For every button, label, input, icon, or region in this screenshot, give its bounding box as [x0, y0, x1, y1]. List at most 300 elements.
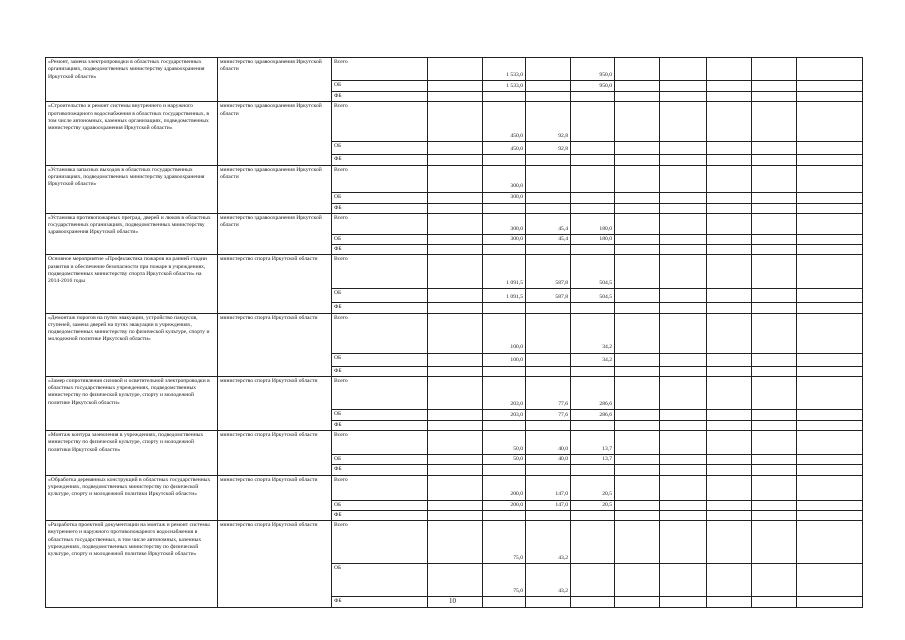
amount-cell: 200,0	[483, 500, 526, 510]
amount-cell	[526, 303, 571, 313]
amount-cell	[707, 213, 752, 234]
table-row	[46, 255, 863, 289]
amount-cell: 504,5	[571, 289, 615, 303]
amount-cell	[615, 255, 660, 289]
amount-cell	[752, 564, 797, 597]
executor-cell: министерство спорта Иркутской области	[218, 313, 332, 376]
amount-cell: 34,2	[571, 353, 615, 366]
measure-name-cell: «Демонтаж порогов на путях эвакуации, устройство пандусов, ступеней, замена дверей на путях эвакуации в учреждениях, подведомственных министерству по физической культуре, спорту и молодежной политике Иркутской области»	[46, 313, 218, 376]
amount-cell	[428, 465, 483, 475]
funding-source-cell: ОБ	[332, 500, 428, 510]
amount-cell	[526, 420, 571, 430]
amount-cell	[428, 142, 483, 155]
amount-cell	[797, 58, 863, 81]
amount-cell	[483, 366, 526, 376]
amount-cell	[428, 203, 483, 213]
amount-cell	[428, 165, 483, 192]
amount-cell: 20,5	[571, 500, 615, 510]
amount-cell	[752, 192, 797, 203]
amount-cell	[707, 564, 752, 597]
amount-cell	[483, 203, 526, 213]
amount-cell	[660, 366, 707, 376]
amount-cell	[483, 465, 526, 475]
amount-cell	[660, 245, 707, 255]
amount-cell: 1 091,5	[483, 255, 526, 289]
amount-cell	[707, 353, 752, 366]
amount-cell: 13,7	[571, 455, 615, 465]
amount-cell	[615, 521, 660, 564]
amount-cell	[707, 475, 752, 500]
amount-cell	[707, 142, 752, 155]
amount-cell	[752, 255, 797, 289]
amount-cell	[752, 455, 797, 465]
amount-cell	[571, 510, 615, 520]
amount-cell	[615, 192, 660, 203]
amount-cell	[707, 500, 752, 510]
amount-cell	[797, 313, 863, 353]
amount-cell	[752, 81, 797, 92]
amount-cell: 40,0	[526, 431, 571, 455]
amount-cell: 286,6	[571, 409, 615, 420]
measure-name-cell: «Установка противопожарных преград, дверей и люков в областных государственных организациях, подведомственных министерству здравоохранения Иркутской области»	[46, 213, 218, 255]
amount-cell: 300,0	[483, 234, 526, 244]
amount-cell	[615, 366, 660, 376]
amount-cell	[615, 409, 660, 420]
amount-cell	[615, 303, 660, 313]
amount-cell	[797, 245, 863, 255]
amount-cell	[428, 431, 483, 455]
table-row	[46, 102, 863, 142]
amount-cell	[660, 92, 707, 102]
amount-cell	[660, 376, 707, 409]
budget-table	[45, 57, 863, 608]
amount-cell	[571, 303, 615, 313]
amount-cell	[615, 313, 660, 353]
amount-cell	[797, 376, 863, 409]
measure-name-cell: «Строительство и ремонт системы внутреннего и наружного противопожарного водоснабжения в областных государственных, в том числе автономных, казенных организациях, подведомственных министерству здравоохранения Иркутской области»	[46, 102, 218, 165]
amount-cell	[428, 353, 483, 366]
amount-cell	[428, 155, 483, 165]
amount-cell	[660, 455, 707, 465]
amount-cell	[707, 102, 752, 142]
amount-cell	[483, 420, 526, 430]
amount-cell	[660, 58, 707, 81]
amount-cell	[428, 521, 483, 564]
amount-cell: 203,0	[483, 376, 526, 409]
amount-cell: 1 091,5	[483, 289, 526, 303]
amount-cell	[797, 510, 863, 520]
amount-cell	[752, 376, 797, 409]
amount-cell	[752, 465, 797, 475]
amount-cell	[660, 521, 707, 564]
amount-cell	[660, 353, 707, 366]
amount-cell: 40,0	[526, 455, 571, 465]
amount-cell	[571, 165, 615, 192]
amount-cell	[797, 155, 863, 165]
amount-cell	[797, 521, 863, 564]
amount-cell: 92,8	[526, 142, 571, 155]
amount-cell: 75,0	[483, 564, 526, 597]
amount-cell	[797, 420, 863, 430]
amount-cell	[428, 213, 483, 234]
funding-source-cell: Всего	[332, 475, 428, 500]
amount-cell	[660, 289, 707, 303]
amount-cell: 180,0	[571, 213, 615, 234]
executor-cell: министерство спорта Иркутской области	[218, 521, 332, 608]
funding-source-cell: Всего	[332, 255, 428, 289]
amount-cell	[660, 255, 707, 289]
amount-cell	[660, 564, 707, 597]
amount-cell	[428, 192, 483, 203]
amount-cell	[752, 245, 797, 255]
amount-cell	[752, 234, 797, 244]
funding-source-cell: ФБ	[332, 597, 428, 608]
measure-name-cell: «Монтаж контура заземления в учреждениях, подведомственных министерству по физической культуре, спорту и молодежной политики Иркутской области»	[46, 431, 218, 476]
amount-cell	[707, 521, 752, 564]
amount-cell	[752, 289, 797, 303]
amount-cell: 43,2	[526, 521, 571, 564]
executor-cell: министерство здравоохранения Иркутской области	[218, 102, 332, 165]
amount-cell	[428, 81, 483, 92]
amount-cell	[797, 303, 863, 313]
amount-cell	[428, 366, 483, 376]
amount-cell	[571, 155, 615, 165]
amount-cell	[615, 455, 660, 465]
funding-source-cell: ОБ	[332, 81, 428, 92]
amount-cell: 950,0	[571, 81, 615, 92]
table-row	[46, 376, 863, 409]
amount-cell	[752, 500, 797, 510]
amount-cell	[526, 192, 571, 203]
amount-cell	[571, 245, 615, 255]
amount-cell	[660, 81, 707, 92]
executor-cell: министерство здравоохранения Иркутской области	[218, 165, 332, 213]
amount-cell	[571, 102, 615, 142]
amount-cell	[615, 431, 660, 455]
amount-cell	[615, 92, 660, 102]
amount-cell	[660, 234, 707, 244]
amount-cell	[797, 289, 863, 303]
table-row	[46, 431, 863, 455]
amount-cell	[660, 510, 707, 520]
amount-cell	[615, 155, 660, 165]
amount-cell	[615, 234, 660, 244]
amount-cell	[615, 245, 660, 255]
amount-cell	[571, 142, 615, 155]
measure-name-cell: Основное мероприятие «Профилактика пожаров на ранней стадии развития и обеспечение безопасности при пожаре в учреждениях, подведомственных министерству спорта Иркутской области» на 2014-2016 годы	[46, 255, 218, 313]
amount-cell: 75,0	[483, 521, 526, 564]
funding-source-cell: ФБ	[332, 303, 428, 313]
funding-source-cell: ФБ	[332, 245, 428, 255]
amount-cell	[707, 92, 752, 102]
amount-cell	[571, 564, 615, 597]
amount-cell	[526, 165, 571, 192]
amount-cell: 180,0	[571, 234, 615, 244]
amount-cell	[615, 81, 660, 92]
executor-cell: министерство спорта Иркутской области	[218, 255, 332, 313]
amount-cell: 20,5	[571, 475, 615, 500]
amount-cell	[660, 420, 707, 430]
measure-name-cell: «Разработка проектной документации на монтаж и ремонт системы внутреннего и наружного противопожарного водоснабжения в областных государственных, в том числе автономных, казенных учреждениях, подведомственных министерству по физической культуре, спорту и молодежной политике Иркутской области»	[46, 521, 218, 608]
amount-cell	[797, 192, 863, 203]
amount-cell	[707, 510, 752, 520]
amount-cell	[428, 475, 483, 500]
table-row	[46, 58, 863, 81]
funding-source-cell: ФБ	[332, 155, 428, 165]
amount-cell	[797, 465, 863, 475]
amount-cell: 950,0	[571, 58, 615, 81]
amount-cell	[660, 500, 707, 510]
amount-cell	[428, 102, 483, 142]
amount-cell	[752, 475, 797, 500]
amount-cell	[428, 234, 483, 244]
amount-cell	[615, 564, 660, 597]
amount-cell	[752, 58, 797, 81]
amount-cell	[797, 366, 863, 376]
amount-cell	[428, 92, 483, 102]
amount-cell	[752, 155, 797, 165]
amount-cell	[707, 203, 752, 213]
amount-cell: 13,7	[571, 431, 615, 455]
amount-cell	[752, 102, 797, 142]
amount-cell: 587,8	[526, 255, 571, 289]
funding-source-cell: ФБ	[332, 366, 428, 376]
amount-cell	[752, 353, 797, 366]
executor-cell: министерство спорта Иркутской области	[218, 431, 332, 476]
amount-cell	[615, 420, 660, 430]
funding-source-cell: ФБ	[332, 92, 428, 102]
amount-cell	[615, 102, 660, 142]
amount-cell	[428, 376, 483, 409]
amount-cell: 300,0	[483, 213, 526, 234]
amount-cell	[797, 213, 863, 234]
amount-cell	[660, 409, 707, 420]
amount-cell	[707, 58, 752, 81]
amount-cell	[707, 81, 752, 92]
amount-cell	[707, 192, 752, 203]
table-row	[46, 165, 863, 192]
amount-cell	[428, 455, 483, 465]
funding-source-cell: ОБ	[332, 192, 428, 203]
amount-cell	[797, 203, 863, 213]
amount-cell	[428, 500, 483, 510]
amount-cell	[571, 92, 615, 102]
amount-cell: 300,0	[483, 165, 526, 192]
table-row	[46, 313, 863, 353]
amount-cell: 100,0	[483, 313, 526, 353]
measure-name-cell: «Замер сопротивления силовой и осветительной электропроводки в областных государственных учреждениях, подведомственных министерству по физической культуре, спорту и молодежной политике Иркутской области»	[46, 376, 218, 430]
amount-cell	[526, 155, 571, 165]
amount-cell	[428, 245, 483, 255]
amount-cell	[428, 420, 483, 430]
amount-cell	[615, 475, 660, 500]
amount-cell	[707, 409, 752, 420]
amount-cell	[707, 245, 752, 255]
amount-cell	[752, 409, 797, 420]
amount-cell	[428, 303, 483, 313]
amount-cell: 1 533,0	[483, 81, 526, 92]
amount-cell	[707, 376, 752, 409]
funding-source-cell: ОБ	[332, 234, 428, 244]
amount-cell	[615, 165, 660, 192]
amount-cell: 1 533,0	[483, 58, 526, 81]
amount-cell	[707, 234, 752, 244]
amount-cell	[615, 500, 660, 510]
amount-cell	[571, 366, 615, 376]
measure-name-cell: «Установка запасных выходов в областных государственных организациях, подведомственных министерству здравоохранения Иркутской области»	[46, 165, 218, 213]
amount-cell: 45,4	[526, 213, 571, 234]
funding-source-cell: ОБ	[332, 289, 428, 303]
funding-source-cell: ОБ	[332, 409, 428, 420]
funding-source-cell: ФБ	[332, 465, 428, 475]
amount-cell	[660, 203, 707, 213]
amount-cell: 587,8	[526, 289, 571, 303]
amount-cell	[615, 376, 660, 409]
amount-cell	[797, 234, 863, 244]
amount-cell	[707, 465, 752, 475]
amount-cell	[615, 465, 660, 475]
amount-cell: 100,0	[483, 353, 526, 366]
amount-cell	[797, 409, 863, 420]
amount-cell	[797, 431, 863, 455]
funding-source-cell: Всего	[332, 102, 428, 142]
amount-cell: 50,0	[483, 455, 526, 465]
amount-cell	[707, 155, 752, 165]
budget-table-body	[46, 58, 863, 608]
amount-cell	[797, 81, 863, 92]
amount-cell	[752, 203, 797, 213]
amount-cell	[707, 455, 752, 465]
amount-cell	[428, 564, 483, 597]
funding-source-cell: Всего	[332, 213, 428, 234]
amount-cell	[660, 313, 707, 353]
table-row	[46, 213, 863, 234]
amount-cell	[752, 420, 797, 430]
amount-cell	[615, 353, 660, 366]
amount-cell: 450,0	[483, 102, 526, 142]
amount-cell	[752, 92, 797, 102]
amount-cell	[752, 366, 797, 376]
table-row	[46, 521, 863, 564]
amount-cell	[660, 142, 707, 155]
amount-cell	[571, 420, 615, 430]
funding-source-cell: Всего	[332, 376, 428, 409]
amount-cell	[797, 455, 863, 465]
amount-cell	[526, 81, 571, 92]
amount-cell	[615, 203, 660, 213]
amount-cell	[526, 58, 571, 81]
amount-cell	[797, 165, 863, 192]
amount-cell	[797, 92, 863, 102]
amount-cell	[797, 564, 863, 597]
executor-cell: министерство здравоохранения Иркутской области	[218, 58, 332, 102]
amount-cell: 77,6	[526, 376, 571, 409]
amount-cell	[526, 465, 571, 475]
amount-cell	[752, 303, 797, 313]
amount-cell	[660, 303, 707, 313]
amount-cell	[752, 165, 797, 192]
amount-cell: 50,0	[483, 431, 526, 455]
amount-cell	[660, 192, 707, 203]
amount-cell: 34,2	[571, 313, 615, 353]
amount-cell	[707, 313, 752, 353]
amount-cell	[571, 192, 615, 203]
amount-cell	[428, 289, 483, 303]
amount-cell	[526, 92, 571, 102]
funding-source-cell: Всего	[332, 58, 428, 81]
funding-source-cell: ФБ	[332, 420, 428, 430]
amount-cell	[707, 165, 752, 192]
amount-cell	[526, 366, 571, 376]
page-number: 10	[449, 597, 456, 605]
amount-cell	[752, 431, 797, 455]
funding-source-cell: Всего	[332, 521, 428, 564]
executor-cell: министерство спорта Иркутской области	[218, 475, 332, 521]
amount-cell	[526, 510, 571, 520]
amount-cell	[483, 303, 526, 313]
table-row	[46, 475, 863, 500]
amount-cell	[483, 155, 526, 165]
amount-cell	[615, 289, 660, 303]
amount-cell	[571, 203, 615, 213]
funding-source-cell: ОБ	[332, 564, 428, 597]
amount-cell	[615, 142, 660, 155]
measure-name-cell: «Обработка деревянных конструкций в областных государственных учреждениях, подведомственных министерству по физической культуре, спорту и молодежной политики Иркутской области»	[46, 475, 218, 521]
amount-cell	[752, 213, 797, 234]
funding-source-cell: ОБ	[332, 455, 428, 465]
funding-source-cell: ФБ	[332, 510, 428, 520]
amount-cell	[483, 510, 526, 520]
amount-cell	[707, 255, 752, 289]
amount-cell	[660, 465, 707, 475]
amount-cell	[707, 420, 752, 430]
amount-cell: 300,0	[483, 192, 526, 203]
amount-cell	[752, 521, 797, 564]
amount-cell	[707, 431, 752, 455]
amount-cell	[660, 213, 707, 234]
amount-cell	[615, 213, 660, 234]
amount-cell	[797, 255, 863, 289]
amount-cell: 200,0	[483, 475, 526, 500]
amount-cell	[526, 313, 571, 353]
executor-cell: министерство здравоохранения Иркутской области	[218, 213, 332, 255]
funding-source-cell: ОБ	[332, 142, 428, 155]
amount-cell	[428, 510, 483, 520]
amount-cell	[797, 500, 863, 510]
amount-cell: 450,0	[483, 142, 526, 155]
amount-cell	[428, 255, 483, 289]
amount-cell: 92,8	[526, 102, 571, 142]
amount-cell	[483, 92, 526, 102]
amount-cell	[526, 203, 571, 213]
amount-cell	[660, 431, 707, 455]
amount-cell	[660, 102, 707, 142]
funding-source-cell: Всего	[332, 165, 428, 192]
amount-cell: 43,2	[526, 564, 571, 597]
amount-cell: 45,4	[526, 234, 571, 244]
measure-name-cell: «Ремонт, замена электропроводки в областных государственных организациях, подведомственных министерству здравоохранения Иркутской области»	[46, 58, 218, 102]
amount-cell	[660, 475, 707, 500]
amount-cell: 504,5	[571, 255, 615, 289]
amount-cell	[797, 353, 863, 366]
amount-cell	[615, 58, 660, 81]
amount-cell	[660, 155, 707, 165]
amount-cell	[428, 313, 483, 353]
amount-cell	[660, 165, 707, 192]
funding-source-cell: Всего	[332, 431, 428, 455]
amount-cell: 147,0	[526, 500, 571, 510]
funding-source-cell: ОБ	[332, 353, 428, 366]
